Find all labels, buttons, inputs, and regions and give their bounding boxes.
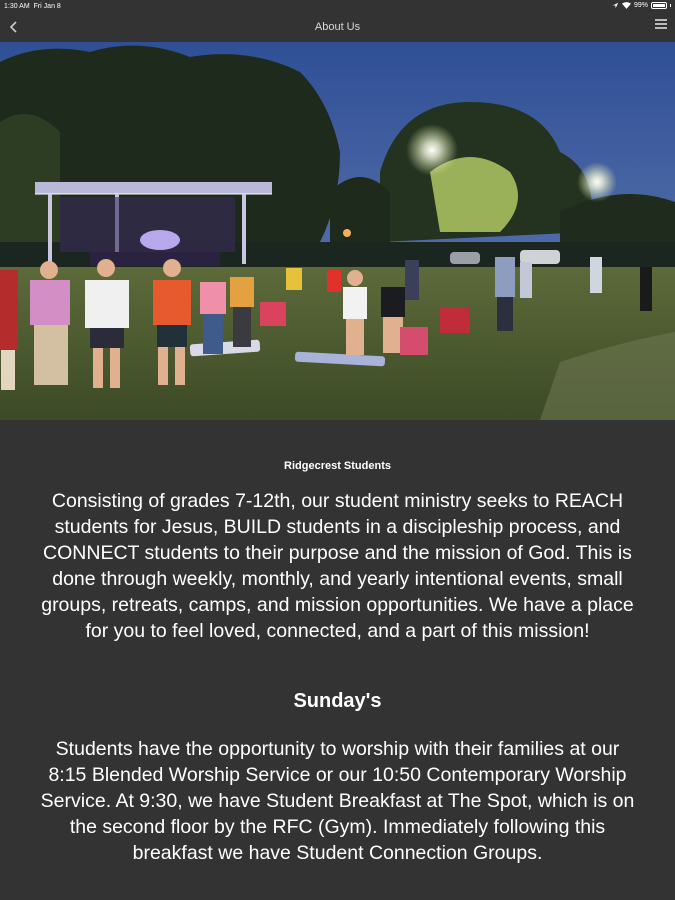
location-icon	[612, 2, 619, 9]
hamburger-menu-icon[interactable]	[655, 19, 667, 31]
wifi-icon	[622, 2, 631, 9]
nav-bar	[0, 14, 675, 42]
status-bar	[0, 0, 675, 14]
page-title: About Us	[314, 21, 361, 33]
status-time: 1:30 AM	[4, 3, 30, 10]
status-indicators	[612, 2, 671, 9]
intro-paragraph: Consisting of grades 7-12th, our student ministry seeks to REACH students for Jesus, BUILD students in a discipleship process, and CONNECT students to their purpose and the mission of God. This is done through weekly, monthly, and yearly intentional events, small groups, retreats, camps, and mission opportunities. We have a place for you to feel loved, connected, and a part of this mission!	[41, 490, 634, 642]
sundays-heading: Sunday's	[293, 690, 382, 712]
battery-icon	[651, 2, 667, 9]
battery-percent: 99%	[633, 2, 648, 9]
sundays-paragraph: Students have the opportunity to worship with their families at our 8:15 Blended Worship Service or our 10:50 Contemporary Worship Service. At 9:30, we have Student Breakfast at The Spot, which is on the second floor by the RFC (Gym). Immediately following this breakfast we have Student Connection Groups.	[40, 738, 635, 864]
section-title: Ridgecrest Students	[284, 460, 391, 472]
hero-photo	[0, 42, 675, 420]
status-time-date	[4, 3, 61, 10]
about-content	[0, 420, 675, 900]
status-date: Fri Jan 8	[33, 3, 61, 10]
worship-gathering-image	[0, 42, 675, 420]
